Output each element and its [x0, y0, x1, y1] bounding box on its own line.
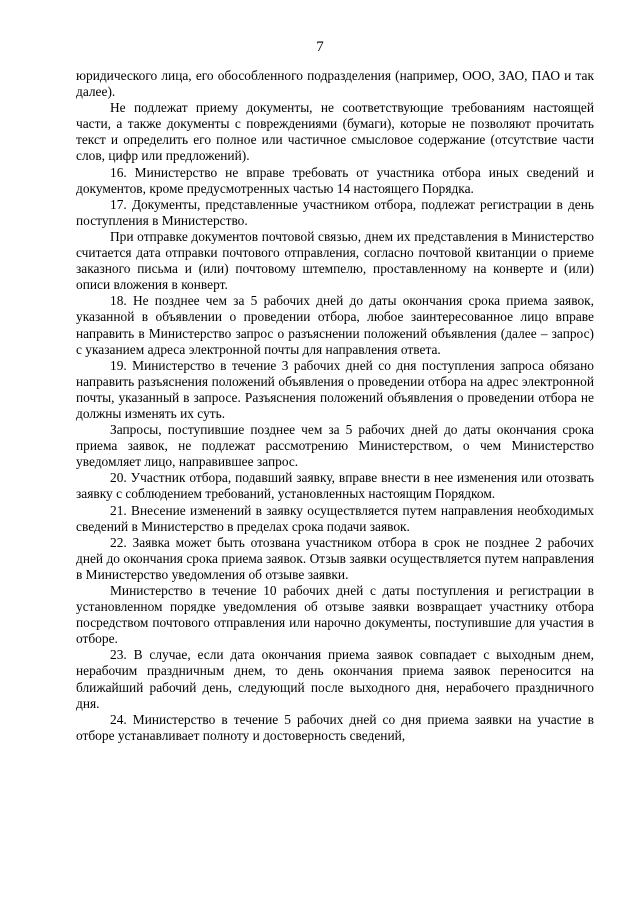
paragraph: 18. Не позднее чем за 5 рабочих дней до даты окончания срока приема заявок, указанной в объявлении о проведении отбора, любое заинтересованное лицо вправе направить в Министерство запрос о разъяснении положений объявления (далее – запрос) с указанием адреса электронной почты для направления ответа.: [76, 293, 594, 357]
paragraph: Министерство в течение 10 рабочих дней с даты поступления и регистрации в установленном порядке уведомления об отзыве заявки возвращает участнику отбора посредством почтового отправления или нарочно документы, поступившие для участия в отборе.: [76, 583, 594, 647]
document-body: [76, 68, 594, 744]
paragraph: Запросы, поступившие позднее чем за 5 рабочих дней до даты окончания срока приема заявок, не подлежат рассмотрению Министерством, о чем Министерство уведомляет лицо, направившее запрос.: [76, 422, 594, 470]
paragraph: Не подлежат приему документы, не соответствующие требованиям настоящей части, а также документы с повреждениями (бумаги), которые не позволяют прочитать текст и определить его полное или частичное смысловое содержание (отсутствие части слов, цифр или предложений).: [76, 100, 594, 164]
paragraph: 23. В случае, если дата окончания приема заявок совпадает с выходным днем, нерабочим праздничным днем, то день окончания приема заявок переносится на ближайший рабочий день, следующий после выходного дня, нерабочего праздничного дня.: [76, 647, 594, 711]
paragraph: 22. Заявка может быть отозвана участником отбора в срок не позднее 2 рабочих дней до окончания срока приема заявок. Отзыв заявки осуществляется путем направления в Министерство уведомления об отзыве заявки.: [76, 534, 594, 582]
paragraph: 21. Внесение изменений в заявку осуществляется путем направления необходимых сведений в Министерство в пределах срока подачи заявок.: [76, 502, 594, 534]
paragraph: 17. Документы, представленные участником отбора, подлежат регистрации в день поступления в Министерство.: [76, 196, 594, 228]
paragraph: При отправке документов почтовой связью, днем их представления в Министерство считается дата отправки почтового отправления, согласно почтовой квитанции о приеме заказного письма и (или) почтовому штемпелю, проставленному на конверте и (или) описи вложения в конверт.: [76, 228, 594, 293]
paragraph: 19. Министерство в течение 3 рабочих дней со дня поступления запроса обязано направить разъяснения положений объявления о проведении отбора на адрес электронной почты, указанный в запросе. Разъяснения положений объявления о проведении отбора не должны изменять их суть.: [76, 357, 594, 421]
paragraph: 24. Министерство в течение 5 рабочих дней со дня приема заявки на участие в отборе устанавливает полноту и достоверность сведений,: [76, 711, 594, 743]
paragraph: юридического лица, его обособленного подразделения (например, ООО, ЗАО, ПАО и так далее).: [76, 68, 594, 100]
paragraph: 20. Участник отбора, подавший заявку, вправе внести в нее изменения или отозвать заявку с соблюдением требований, установленных настоящим Порядком.: [76, 470, 594, 502]
paragraph: 16. Министерство не вправе требовать от участника отбора иных сведений и документов, кроме предусмотренных частью 14 настоящего Порядка.: [76, 164, 594, 196]
page-number: 7: [316, 39, 324, 55]
